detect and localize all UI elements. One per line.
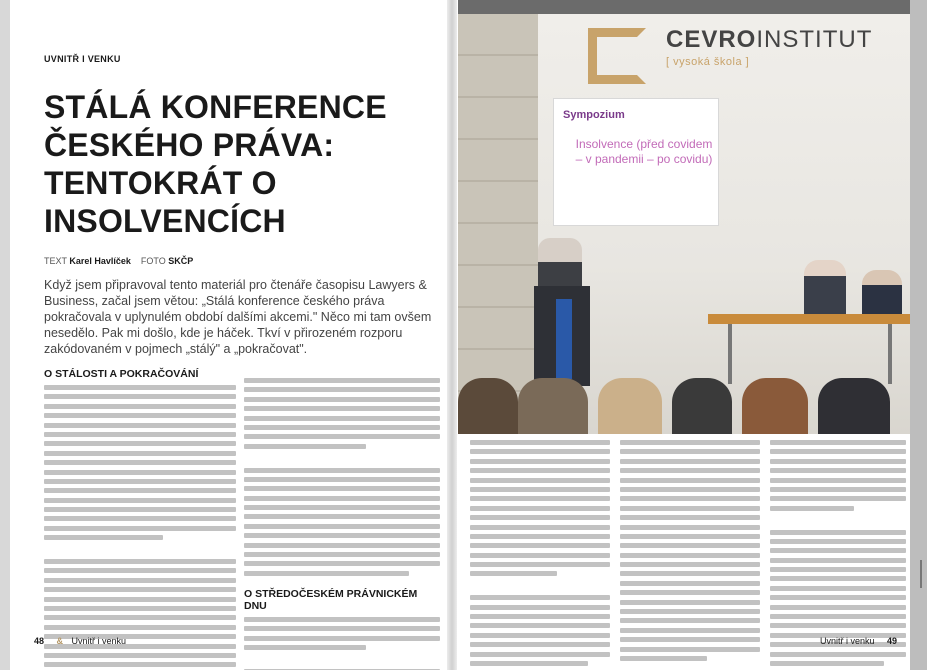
panelist-left <box>804 260 846 318</box>
wall-panel <box>458 14 538 434</box>
panel-table <box>708 314 910 324</box>
column-body-2a <box>244 378 440 576</box>
cevro-logo-mark <box>588 28 646 84</box>
article-lead: Když jsem připravoval tento materiál pro čtenáře časopisu Lawyers & Business, začal jsem větou: „Stálá konference českého práva pokračovala v uplynulém období dalšími akcemi." Něco mi tam ovšem nesedělo. Pak mi došlo, kde je háček. Tkví v přirozeném rozporu zakódovaném v pojmech „stálý" a „pokračovat". <box>44 278 432 356</box>
section-label: UVNITŘ I VENKU <box>44 54 121 64</box>
cevro-logo-sub: [ vysoká škola ] <box>666 56 750 68</box>
right-page-number: 49 <box>887 636 898 646</box>
audience-member <box>598 378 662 434</box>
right-page-folio <box>820 636 897 646</box>
screen-text: Insolvence (před covidem – v pandemii – po covidu) <box>575 137 713 166</box>
text-column-3 <box>470 440 610 666</box>
screen-title: Sympozium <box>563 109 625 121</box>
article-title: STÁLÁ KONFERENCE ČESKÉHO PRÁVA: TENTOKRÁT O INSOLVENCÍCH <box>44 89 387 239</box>
text-column-2 <box>244 378 440 670</box>
amp-mark: & <box>56 636 64 646</box>
conference-photo <box>458 14 910 434</box>
table-leg <box>888 324 892 384</box>
subheading-stalost: O STÁLOSTI A POKRAČOVÁNÍ <box>44 368 199 380</box>
author-name: Karel Havlíček <box>69 256 131 266</box>
left-page-folio <box>34 636 126 646</box>
table-leg <box>728 324 732 384</box>
column-body-1 <box>44 385 236 670</box>
logo-brand: CEVRO <box>666 26 757 53</box>
audience-member <box>672 378 732 434</box>
column-body-3 <box>470 440 610 666</box>
logo-suffix: INSTITUT <box>756 26 873 53</box>
lectern-banner <box>556 299 572 379</box>
left-magazine-name: Uvnitř i venku <box>71 636 127 646</box>
panelist-right <box>862 270 902 320</box>
audience-member <box>742 378 808 434</box>
cevro-logo-text <box>666 26 872 54</box>
top-strip <box>458 0 910 14</box>
viewer-edge <box>910 0 927 670</box>
article-credits <box>44 256 193 266</box>
column-body-2b <box>244 617 440 670</box>
audience-member <box>818 378 890 434</box>
column-body-5 <box>770 440 906 666</box>
text-column-1 <box>44 368 236 670</box>
text-column-5 <box>770 440 906 666</box>
subheading-stredocesky: O STŘEDOČESKÉM PRÁVNICKÉM DNU <box>244 587 418 612</box>
projection-screen <box>553 98 719 226</box>
page-gutter <box>447 0 457 670</box>
left-page-number: 48 <box>34 636 45 646</box>
audience-member <box>458 378 518 434</box>
column-body-4 <box>620 440 760 661</box>
text-label: TEXT <box>44 256 67 266</box>
photo-label: FOTO <box>140 256 166 266</box>
text-column-4 <box>620 440 760 661</box>
audience-member <box>518 378 588 434</box>
photographer-name: SKČP <box>168 256 194 266</box>
viewer-scrollbar[interactable] <box>920 560 922 588</box>
right-magazine-name: Uvnitř i venku <box>820 636 875 646</box>
